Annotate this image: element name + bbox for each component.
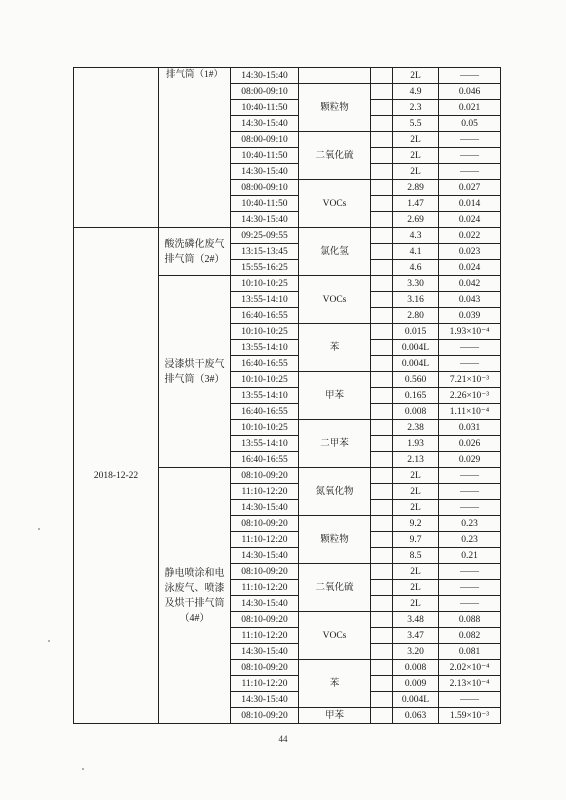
rate-cell: 1.93×10⁻⁴: [439, 324, 501, 340]
conc-cell: 0.004L: [393, 692, 439, 708]
conc-cell: 2L: [393, 148, 439, 164]
conc-cell: 0.009: [393, 676, 439, 692]
time-cell: 11:10-12:20: [231, 532, 299, 548]
item-cell: 二氧化硫: [299, 132, 371, 180]
time-cell: 11:10-12:20: [231, 484, 299, 500]
time-cell: 13:55-14:10: [231, 340, 299, 356]
blank-cell: [371, 148, 393, 164]
table-row: [74, 68, 501, 84]
blank-cell: [371, 596, 393, 612]
conc-cell: 0.165: [393, 388, 439, 404]
rate-cell: 0.023: [439, 244, 501, 260]
conc-cell: 2L: [393, 468, 439, 484]
date-cell-blank: [74, 68, 159, 228]
blank-cell: [371, 404, 393, 420]
blank-cell: [371, 708, 393, 724]
time-cell: 08:10-09:20: [231, 708, 299, 724]
time-cell: 13:15-13:45: [231, 244, 299, 260]
rate-cell: 0.024: [439, 212, 501, 228]
scan-speck: [38, 528, 40, 530]
rate-cell: 0.21: [439, 548, 501, 564]
blank-cell: [371, 276, 393, 292]
blank-cell: [371, 308, 393, 324]
rate-cell: ——: [439, 356, 501, 372]
time-cell: 16:40-16:55: [231, 356, 299, 372]
time-cell: 10:10-10:25: [231, 324, 299, 340]
emission-data-table: [73, 67, 501, 724]
source-cell: 浸漆烘干废气排气筒（3#）: [159, 276, 231, 468]
time-cell: 10:10-10:25: [231, 372, 299, 388]
item-cell-blank: [299, 68, 371, 84]
time-cell: 15:55-16:25: [231, 260, 299, 276]
time-cell: 11:10-12:20: [231, 628, 299, 644]
blank-cell: [371, 644, 393, 660]
rate-cell: 2.26×10⁻³: [439, 388, 501, 404]
blank-cell: [371, 180, 393, 196]
item-cell: 氮氧化物: [299, 468, 371, 516]
rate-cell: 0.05: [439, 116, 501, 132]
time-cell: 11:10-12:20: [231, 676, 299, 692]
blank-cell: [371, 116, 393, 132]
rate-cell: 0.029: [439, 452, 501, 468]
rate-cell: 0.23: [439, 516, 501, 532]
time-cell: 08:10-09:20: [231, 564, 299, 580]
rate-cell: ——: [439, 564, 501, 580]
rate-cell: 0.024: [439, 260, 501, 276]
rate-cell: 2.02×10⁻⁴: [439, 660, 501, 676]
rate-cell: 0.022: [439, 228, 501, 244]
source-cell: 排气筒（1#）: [159, 68, 231, 228]
conc-cell: 9.7: [393, 532, 439, 548]
blank-cell: [371, 532, 393, 548]
item-cell: 颗粒物: [299, 516, 371, 564]
rate-cell: ——: [439, 580, 501, 596]
conc-cell: 4.1: [393, 244, 439, 260]
conc-cell: 2.13: [393, 452, 439, 468]
blank-cell: [371, 564, 393, 580]
item-cell: 苯: [299, 324, 371, 372]
blank-cell: [371, 324, 393, 340]
time-cell: 08:10-09:20: [231, 612, 299, 628]
item-cell: 氯化氢: [299, 228, 371, 276]
page-number: 44: [278, 734, 288, 744]
table-row: [74, 228, 501, 244]
blank-cell: [371, 196, 393, 212]
blank-cell: [371, 388, 393, 404]
blank-cell: [371, 228, 393, 244]
blank-cell: [371, 500, 393, 516]
time-cell: 08:00-09:10: [231, 180, 299, 196]
rate-cell: ——: [439, 596, 501, 612]
time-cell: 08:00-09:10: [231, 84, 299, 100]
item-cell: 苯: [299, 660, 371, 708]
blank-cell: [371, 612, 393, 628]
time-cell: 10:40-11:50: [231, 196, 299, 212]
time-cell: 16:40-16:55: [231, 452, 299, 468]
rate-cell: ——: [439, 484, 501, 500]
blank-cell: [371, 436, 393, 452]
rate-cell: 1.11×10⁻⁴: [439, 404, 501, 420]
time-cell: 14:30-15:40: [231, 164, 299, 180]
blank-cell: [371, 420, 393, 436]
rate-cell: ——: [439, 148, 501, 164]
conc-cell: 0.008: [393, 404, 439, 420]
conc-cell: 2L: [393, 580, 439, 596]
blank-cell: [371, 372, 393, 388]
rate-cell: ——: [439, 132, 501, 148]
blank-cell: [371, 244, 393, 260]
conc-cell: 2L: [393, 564, 439, 580]
conc-cell: 2.3: [393, 100, 439, 116]
rate-cell: ——: [439, 68, 501, 84]
blank-cell: [371, 356, 393, 372]
conc-cell: 1.47: [393, 196, 439, 212]
time-cell: 10:40-11:50: [231, 100, 299, 116]
conc-cell: 3.30: [393, 276, 439, 292]
time-cell: 11:10-12:20: [231, 580, 299, 596]
rate-cell: 0.046: [439, 84, 501, 100]
time-cell: 13:55-14:10: [231, 436, 299, 452]
rate-cell: ——: [439, 692, 501, 708]
rate-cell: 0.043: [439, 292, 501, 308]
rate-cell: 1.59×10⁻³: [439, 708, 501, 724]
rate-cell: ——: [439, 468, 501, 484]
rate-cell: 0.031: [439, 420, 501, 436]
blank-cell: [371, 628, 393, 644]
conc-cell: 4.6: [393, 260, 439, 276]
time-cell: 08:10-09:20: [231, 516, 299, 532]
time-cell: 09:25-09:55: [231, 228, 299, 244]
rate-cell: 0.027: [439, 180, 501, 196]
conc-cell: 5.5: [393, 116, 439, 132]
conc-cell: 2.89: [393, 180, 439, 196]
rate-cell: 0.021: [439, 100, 501, 116]
blank-cell: [371, 468, 393, 484]
conc-cell: 0.015: [393, 324, 439, 340]
rate-cell: 0.039: [439, 308, 501, 324]
conc-cell: 2L: [393, 164, 439, 180]
time-cell: 14:30-15:40: [231, 500, 299, 516]
blank-cell: [371, 580, 393, 596]
time-cell: 16:40-16:55: [231, 308, 299, 324]
blank-cell: [371, 484, 393, 500]
time-cell: 08:10-09:20: [231, 660, 299, 676]
time-cell: 13:55-14:10: [231, 388, 299, 404]
item-cell: 甲苯: [299, 708, 371, 724]
conc-cell: 2L: [393, 596, 439, 612]
blank-cell: [371, 548, 393, 564]
blank-cell: [371, 452, 393, 468]
time-cell: 08:00-09:10: [231, 132, 299, 148]
conc-cell: 3.47: [393, 628, 439, 644]
rate-cell: 2.13×10⁻⁴: [439, 676, 501, 692]
date-cell: 2018-12-22: [74, 228, 159, 724]
conc-cell: 3.20: [393, 644, 439, 660]
rate-cell: ——: [439, 500, 501, 516]
conc-cell: 8.5: [393, 548, 439, 564]
conc-cell: 2.38: [393, 420, 439, 436]
scan-speck: [48, 640, 50, 642]
conc-cell: 2L: [393, 500, 439, 516]
item-cell: 二氧化硫: [299, 564, 371, 612]
blank-cell: [371, 676, 393, 692]
item-cell: VOCs: [299, 612, 371, 660]
time-cell: 14:30-15:40: [231, 68, 299, 84]
time-cell: 14:30-15:40: [231, 644, 299, 660]
rate-cell: 0.014: [439, 196, 501, 212]
item-cell: 甲苯: [299, 372, 371, 420]
rate-cell: 0.23: [439, 532, 501, 548]
blank-cell: [371, 516, 393, 532]
rate-cell: 0.082: [439, 628, 501, 644]
blank-cell: [371, 100, 393, 116]
conc-cell: 3.48: [393, 612, 439, 628]
blank-cell: [371, 260, 393, 276]
conc-cell: 2L: [393, 132, 439, 148]
item-cell: 颗粒物: [299, 84, 371, 132]
conc-cell: 0.004L: [393, 356, 439, 372]
time-cell: 13:55-14:10: [231, 292, 299, 308]
source-cell: 酸洗磷化废气排气筒（2#）: [159, 228, 231, 276]
scan-speck: [82, 768, 84, 770]
blank-cell: [371, 132, 393, 148]
time-cell: 14:30-15:40: [231, 548, 299, 564]
source-cell: 静电喷涂和电泳废气、喷漆及烘干排气筒（4#）: [159, 468, 231, 724]
time-cell: 10:10-10:25: [231, 420, 299, 436]
conc-cell: 9.2: [393, 516, 439, 532]
rate-cell: 0.081: [439, 644, 501, 660]
blank-cell: [371, 84, 393, 100]
time-cell: 10:40-11:50: [231, 148, 299, 164]
blank-cell: [371, 292, 393, 308]
conc-cell: 0.560: [393, 372, 439, 388]
conc-cell: 2L: [393, 68, 439, 84]
time-cell: 08:10-09:20: [231, 468, 299, 484]
rate-cell: 7.21×10⁻³: [439, 372, 501, 388]
conc-cell: 2L: [393, 484, 439, 500]
conc-cell: 0.004L: [393, 340, 439, 356]
time-cell: 14:30-15:40: [231, 692, 299, 708]
time-cell: 14:30-15:40: [231, 596, 299, 612]
blank-cell: [371, 340, 393, 356]
conc-cell: 0.008: [393, 660, 439, 676]
blank-cell: [371, 660, 393, 676]
time-cell: 10:10-10:25: [231, 276, 299, 292]
blank-cell: [371, 68, 393, 84]
time-cell: 14:30-15:40: [231, 116, 299, 132]
conc-cell: 1.93: [393, 436, 439, 452]
time-cell: 16:40-16:55: [231, 404, 299, 420]
rate-cell: ——: [439, 340, 501, 356]
item-cell: VOCs: [299, 276, 371, 324]
rate-cell: ——: [439, 164, 501, 180]
conc-cell: 0.063: [393, 708, 439, 724]
rate-cell: 0.088: [439, 612, 501, 628]
rate-cell: 0.042: [439, 276, 501, 292]
conc-cell: 2.80: [393, 308, 439, 324]
blank-cell: [371, 692, 393, 708]
blank-cell: [371, 164, 393, 180]
time-cell: 14:30-15:40: [231, 212, 299, 228]
blank-cell: [371, 212, 393, 228]
rate-cell: 0.026: [439, 436, 501, 452]
conc-cell: 3.16: [393, 292, 439, 308]
item-cell: 二甲苯: [299, 420, 371, 468]
conc-cell: 4.3: [393, 228, 439, 244]
item-cell: VOCs: [299, 180, 371, 228]
conc-cell: 4.9: [393, 84, 439, 100]
conc-cell: 2.69: [393, 212, 439, 228]
